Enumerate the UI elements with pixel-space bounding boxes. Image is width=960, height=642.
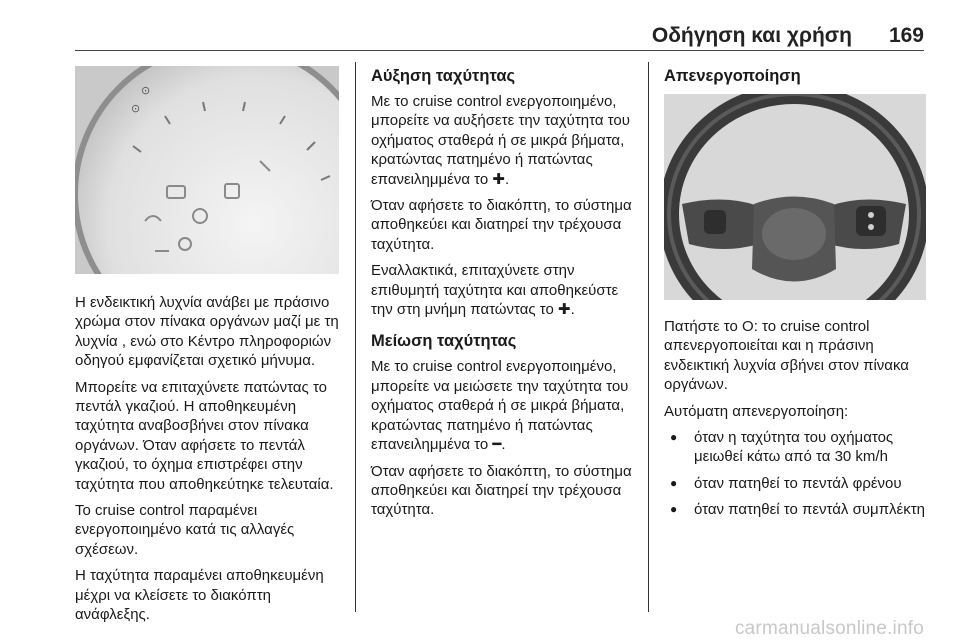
paragraph-accelerate: Μπορείτε να επιταχύνετε πατώντας το πεντάλ γκαζιού. Η αποθηκευμένη ταχύτητα αναβοσβήνει στον πίνακα οργάνων. Όταν αφήσετε το πεντάλ γκαζιού, το όχημα επιστρέφει στην ταχύτητα που αποθηκεύτηκε τελευταία. — [75, 378, 334, 493]
auto-off-list — [664, 428, 926, 520]
section-title: Οδήγηση και χρήση — [651, 24, 852, 47]
heading-deactivation: Απενεργοποίηση — [664, 67, 801, 85]
header-rule — [75, 50, 924, 51]
paragraph-release-2: Όταν αφήσετε το διακόπτη, το σύστημα αποθηκεύει και διατηρεί την τρέχουσα ταχύτητα. — [371, 462, 632, 519]
paragraph-decrease: Με το cruise control ενεργοποιημένο, μπορείτε να μειώσετε την ταχύτητα του οχήματος σταθερά ή σε μικρά βήματα, κρατώντας πατημένο ή πατώντας επανειλημμένα το ━. — [371, 358, 629, 454]
svg-text:⊙: ⊙ — [131, 102, 141, 115]
image-caption: Η ενδεικτική λυχνία ανάβει με πράσινο χρώμα στον πίνακα οργάνων μαζί με τη λυχνία , ενώ στο Κέντρο πληροφοριών οδηγού εμφανίζεται σχετικό μήνυμα. — [75, 294, 339, 370]
instrument-cluster-image — [75, 66, 339, 274]
column-divider-2 — [648, 62, 649, 612]
column-divider-1 — [355, 62, 356, 612]
paragraph-press-off: Πατήστε το O: το cruise control απενεργοποιείται και η πράσινη ενδεικτική λυχνία σβήνει στον πίνακα οργάνων. — [664, 318, 909, 394]
heading-increase-speed: Αύξηση ταχύτητας — [371, 67, 516, 85]
watermark: carmanualsonline.info — [734, 618, 924, 639]
page-number: 169 — [888, 24, 924, 47]
paragraph-alternative: Εναλλακτικά, επιταχύνετε στην επιθυμητή ταχύτητα και αποθηκεύστε την στη μνήμη πατώντας το ✚. — [371, 262, 619, 319]
list-item: ● όταν πατηθεί το πεντάλ φρένου — [664, 474, 926, 493]
list-item: ● όταν η ταχύτητα του οχήματος μειωθεί κάτω από τα 30 km/h — [664, 428, 926, 467]
column-1 — [75, 62, 345, 632]
heading-decrease-speed: Μείωση ταχύτητας — [371, 332, 517, 351]
list-item: ● όταν πατηθεί το πεντάλ συμπλέκτη — [664, 500, 926, 519]
paragraph-release: Όταν αφήσετε το διακόπτη, το σύστημα αποθηκεύει και διατηρεί την τρέχουσα ταχύτητα. — [371, 197, 632, 253]
column-3 — [664, 66, 926, 527]
column-2 — [371, 66, 636, 527]
page-header — [0, 0, 960, 62]
paragraph-auto-off: Αυτόματη απενεργοποίηση: — [664, 402, 849, 420]
steering-wheel-image — [664, 94, 926, 300]
paragraph-gear-change: Το cruise control παραμένει ενεργοποιημένο κατά τις αλλαγές σχέσεων. — [75, 502, 295, 558]
paragraph-memory: Η ταχύτητα παραμένει αποθηκευμένη μέχρι να κλείσετε το διακόπτη ανάφλεξης. — [75, 567, 324, 624]
paragraph-increase: Με το cruise control ενεργοποιημένο, μπορείτε να αυξήσετε την ταχύτητα του οχήματος σταθερά ή σε μικρά βήματα, κρατώντας πατημένο ή πατώντας επανειλημμένα το ✚. — [371, 93, 630, 188]
svg-text:⊙: ⊙ — [141, 84, 151, 97]
